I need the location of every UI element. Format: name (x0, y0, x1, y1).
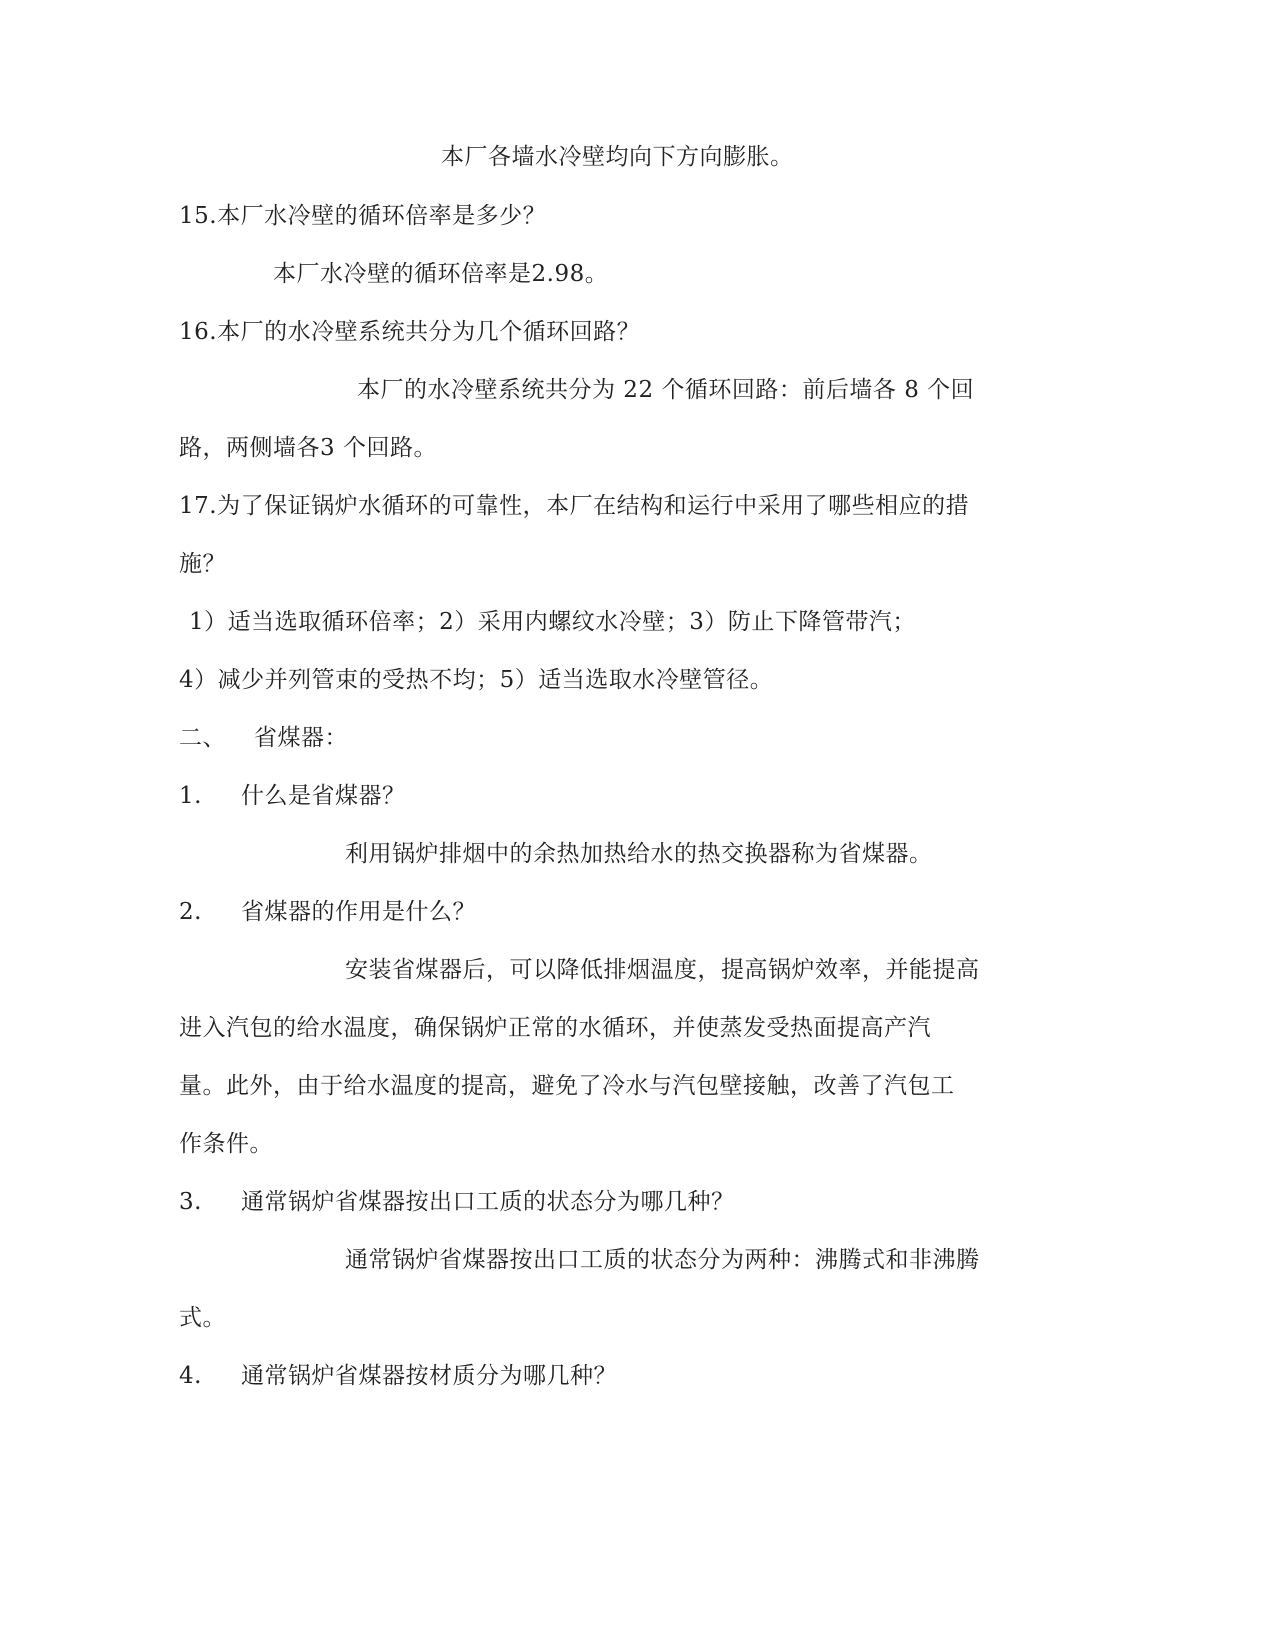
answer-2-line-2: 进入汽包的给水温度，确保锅炉正常的水循环，并使蒸发受热面提高产汽 (179, 1015, 931, 1041)
question-text: 什么是省煤器？ (241, 783, 406, 809)
question-number: 2. (179, 899, 202, 925)
question-number: 3. (179, 1189, 202, 1215)
answer-15: 本厂水冷壁的循环倍率是2.98。 (273, 261, 609, 287)
section-title: 省煤器： (254, 725, 348, 751)
section-heading (179, 723, 348, 753)
question-15: 15.本厂水冷壁的循环倍率是多少？ (179, 203, 547, 229)
question-4 (179, 1361, 617, 1391)
answer-17-line-1: 1）适当选取循环倍率；2）采用内螺纹水冷壁；3）防止下降管带汽； (189, 609, 916, 635)
section-number: 二、 (179, 725, 226, 751)
question-3 (179, 1187, 735, 1217)
question-2 (179, 897, 476, 927)
question-number: 4. (179, 1363, 202, 1389)
question-text: 通常锅炉省煤器按材质分为哪几种？ (241, 1363, 617, 1389)
question-17-line-1: 17.为了保证锅炉水循环的可靠性，本厂在结构和运行中采用了哪些相应的措 (179, 493, 970, 519)
answer-16-line-2: 路，两侧墙各3 个回路。 (179, 435, 437, 461)
question-1 (179, 781, 406, 811)
answer-1: 利用锅炉排烟中的余热加热给水的热交换器称为省煤器。 (345, 841, 933, 867)
question-text: 省煤器的作用是什么？ (241, 899, 476, 925)
answer-2-line-1: 安装省煤器后，可以降低排烟温度，提高锅炉效率，并能提高 (345, 957, 980, 983)
question-17-line-2: 施？ (179, 551, 226, 577)
question-text: 通常锅炉省煤器按出口工质的状态分为哪几种？ (241, 1189, 735, 1215)
answer-17-line-2: 4）减少并列管束的受热不均；5）适当选取水冷壁管径。 (179, 667, 774, 693)
question-16: 16.本厂的水冷壁系统共分为几个循环回路？ (179, 319, 641, 345)
answer-2-line-4: 作条件。 (179, 1131, 273, 1157)
paragraph-line: 本厂各墙水冷壁均向下方向膨胀。 (441, 144, 794, 170)
answer-2-line-3: 量。此外，由于给水温度的提高，避免了冷水与汽包壁接触，改善了汽包工 (179, 1073, 955, 1099)
answer-16-line-1: 本厂的水冷壁系统共分为 22 个循环回路：前后墙各 8 个回 (357, 377, 975, 403)
answer-3-line-2: 式。 (179, 1305, 226, 1331)
question-number: 1. (179, 783, 202, 809)
answer-3-line-1: 通常锅炉省煤器按出口工质的状态分为两种：沸腾式和非沸腾 (345, 1247, 980, 1273)
